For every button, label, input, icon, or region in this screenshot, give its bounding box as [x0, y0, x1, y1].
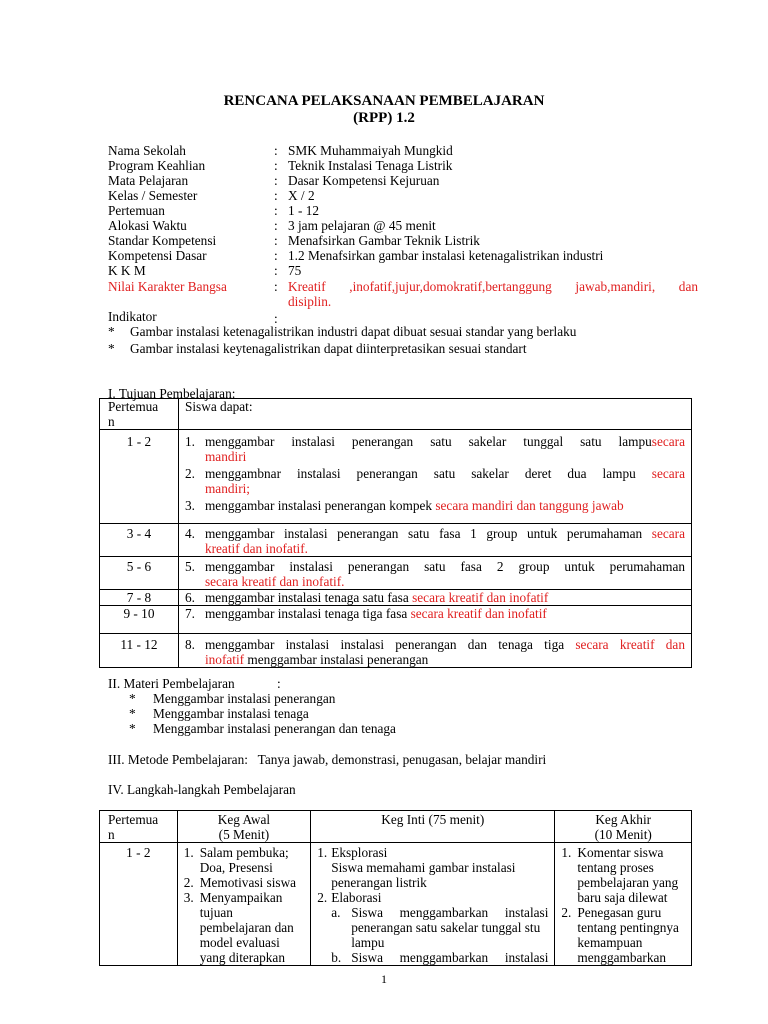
info-colon: :: [274, 158, 278, 173]
item-text: menggambnar instalasi penerangan satu sakelar deret dua lampu: [204, 466, 636, 481]
header-text: n: [108, 827, 115, 842]
list-item: [555, 905, 691, 965]
info-colon: :: [274, 188, 278, 203]
item-number: 4.: [184, 526, 195, 541]
section-tujuan-heading: I. Tujuan Pembelajaran:: [108, 386, 236, 401]
list-item: [129, 691, 629, 706]
info-colon: :: [274, 143, 278, 158]
item-number: 2.: [561, 905, 572, 920]
info-colon: :: [274, 311, 278, 326]
info-row: [108, 158, 698, 173]
materi-text: Menggambar instalasi penerangan dan tenaga: [153, 721, 396, 736]
header-text: (5 Menit): [218, 827, 270, 842]
nilai-value-line2: disiplin.: [288, 294, 332, 309]
section-langkah-heading: IV. Langkah-langkah Pembelajaran: [108, 782, 296, 797]
item-line: [205, 652, 685, 667]
item-text: Menyampaikan: [199, 890, 283, 905]
info-value: X / 2: [288, 188, 315, 203]
item-number: 2.: [184, 466, 195, 481]
item-number: 7.: [184, 606, 195, 621]
item-red-text: secara mandiri dan tanggung jawab: [435, 498, 624, 513]
item-text: penerangan satu sakelar tunggal stu lampu: [351, 920, 541, 950]
item-red-text: secara kreatif dan inofatif: [410, 606, 547, 621]
item-red-text: secara kreatif dan inofatif: [412, 590, 549, 605]
nilai-row: [108, 279, 698, 311]
goal-cell: [178, 606, 691, 634]
section-materi-colon: :: [277, 676, 281, 691]
header-text: n: [108, 414, 115, 429]
item-red-text: secara kreatif dan: [575, 637, 685, 652]
item-red-text: secara: [651, 466, 686, 481]
item-text: Memotivasi siswa: [199, 875, 297, 890]
list-item: [178, 845, 311, 875]
doc-subtitle: (RPP) 1.2: [353, 110, 415, 126]
item-text: menggambar instalasi instalasi penerangan dan tenaga tiga: [204, 637, 565, 652]
info-value: Dasar Kompetensi Kejuruan: [288, 173, 440, 188]
info-colon: :: [274, 233, 278, 248]
item-text: menggambar instalasi penerangan satu sakelar tunggal satu lampu: [204, 434, 652, 449]
item-line: [205, 590, 685, 605]
table-row: [100, 843, 692, 966]
item-text: menggambar instalasi penerangan kompek: [204, 498, 436, 513]
item-line: [205, 526, 685, 541]
pertemuan-cell: 1 - 2: [100, 430, 179, 524]
item-text: menggambar instalasi penerangan satu fasa 2 group untuk perumahaman: [204, 559, 685, 574]
indikator-text: Gambar instalasi keytenagalistrikan dapat diinterpretasikan sesuai standart: [130, 341, 527, 356]
info-row: [108, 233, 698, 248]
info-value: 75: [288, 263, 302, 278]
pertemuan-cell: 11 - 12: [100, 634, 179, 668]
item-text: tentang proses: [577, 860, 654, 875]
item-number: 2.: [317, 890, 328, 905]
pertemuan-cell: 9 - 10: [100, 606, 179, 634]
info-row: [108, 248, 698, 263]
info-row: [108, 218, 698, 233]
goal-cell: [178, 557, 691, 590]
info-row: [108, 173, 698, 188]
list-item: [311, 845, 548, 860]
keg-awal-cell: [177, 843, 311, 966]
list-item: [178, 890, 311, 965]
info-colon: :: [274, 248, 278, 263]
materi-text: Menggambar instalasi tenaga: [153, 706, 309, 721]
table-row: [100, 430, 692, 524]
indikator-row: [108, 309, 698, 324]
materi-list: [129, 691, 629, 736]
info-row: [108, 263, 698, 278]
keg-inti-cell: [311, 843, 555, 966]
item-number: 6.: [184, 590, 195, 605]
info-value: 1 - 12: [288, 203, 320, 218]
section-metode: III. Metode Pembelajaran: Tanya jawab, demonstrasi, penugasan, belajar mandiri: [108, 752, 547, 767]
materi-text: Menggambar instalasi penerangan: [153, 691, 336, 706]
item-text: Komentar siswa: [577, 845, 664, 860]
item-red-text: mandiri;: [204, 481, 251, 496]
item-text: pembelajaran dan: [199, 920, 294, 935]
indikator-item: [108, 324, 698, 339]
nilai-value-line1: Kreatif ,inofatif,jujur,domokratif,bertanggung jawab,mandiri, dan: [288, 279, 698, 294]
header-text: Keg Awal: [217, 812, 271, 827]
list-item: [179, 637, 685, 667]
list-item: [179, 498, 685, 513]
star-bullet: *: [108, 341, 115, 356]
header-text: Keg Inti (75 menit): [381, 812, 485, 827]
header-pertemuan: [100, 811, 178, 843]
item-text: yang diterapkan: [199, 950, 285, 965]
item-letter: a.: [331, 905, 341, 920]
info-row: [108, 203, 698, 218]
table-header-row: [100, 811, 692, 843]
info-value: Menafsirkan Gambar Teknik Listrik: [288, 233, 480, 248]
item-number: 1.: [317, 845, 328, 860]
item-text: Salam pembuka;: [199, 845, 289, 860]
item-line: [205, 434, 685, 449]
item-red-text: secara kreatif dan inofatif.: [204, 574, 345, 589]
goal-cell: [178, 634, 691, 668]
item-line: [205, 466, 685, 481]
item-text: tujuan: [199, 905, 233, 920]
table-row: [100, 606, 692, 634]
pertemuan-cell: 5 - 6: [100, 557, 179, 590]
list-item: [179, 526, 685, 556]
list-item: [179, 559, 685, 589]
item-number: 8.: [184, 637, 195, 652]
list-item: [179, 590, 685, 605]
item-line: [205, 637, 685, 652]
info-label: Kelas / Semester: [108, 188, 198, 203]
item-text: baru saja dilewat: [577, 890, 668, 905]
list-item: [129, 721, 629, 736]
langkah-table: [99, 810, 692, 966]
doc-title: RENCANA PELAKSANAAN PEMBELAJARAN: [223, 93, 545, 109]
item-text: pembelajaran yang: [577, 875, 679, 890]
table-row: [100, 524, 692, 557]
pertemuan-cell: 7 - 8: [100, 590, 179, 606]
info-label: Mata Pelajaran: [108, 173, 189, 188]
item-text: Siswa menggambarkan instalasi: [351, 950, 549, 965]
item-red-text: inofatif: [204, 652, 245, 667]
list-item: [555, 845, 691, 905]
table-row: [100, 557, 692, 590]
header-pertemuan: [100, 399, 179, 430]
list-item: [311, 890, 548, 905]
goal-cell: [178, 590, 691, 606]
star-bullet: *: [129, 706, 136, 721]
item-text: menggambar instalasi tenaga tiga fasa: [204, 606, 411, 621]
list-item: [129, 706, 629, 721]
indikator-label: Indikator: [108, 309, 157, 324]
item-number: 3.: [184, 498, 195, 513]
item-line: [205, 606, 685, 621]
info-colon: :: [274, 279, 278, 294]
info-row: [108, 188, 698, 203]
table-row: [100, 590, 692, 606]
info-label: K K M: [108, 263, 146, 278]
list-item: [179, 606, 685, 621]
item-text: Siswa memahami gambar instalasi penerangan listrik: [331, 860, 516, 890]
page-number: 1: [381, 972, 387, 986]
header-text: Pertemua: [108, 399, 159, 414]
star-bullet: *: [129, 691, 136, 706]
item-text: Elaborasi: [331, 890, 382, 905]
info-value: Teknik Instalasi Tenaga Listrik: [288, 158, 453, 173]
header-text: (10 Menit): [594, 827, 652, 842]
indikator-item: [108, 341, 698, 356]
pertemuan-cell: 1 - 2: [100, 843, 178, 966]
item-text: Eksplorasi: [331, 845, 388, 860]
list-item: [179, 434, 685, 464]
item-number: 3.: [183, 890, 194, 905]
item-text: model evaluasi: [199, 935, 280, 950]
table-row: [100, 634, 692, 668]
keg-akhir-cell: [555, 843, 692, 966]
header-keg-inti: [311, 811, 555, 843]
info-colon: :: [274, 203, 278, 218]
item-red-text: secara: [651, 434, 685, 449]
item-number: 1.: [183, 845, 194, 860]
info-label: Standar Kompetensi: [108, 233, 217, 248]
info-label: Pertemuan: [108, 203, 165, 218]
info-label: Kompetensi Dasar: [108, 248, 207, 263]
item-text: Doa, Presensi: [199, 860, 273, 875]
star-bullet: *: [129, 721, 136, 736]
tujuan-table: [99, 398, 692, 668]
info-label: Alokasi Waktu: [108, 218, 187, 233]
item-number: 5.: [184, 559, 195, 574]
info-label: Program Keahlian: [108, 158, 206, 173]
list-item: [311, 950, 548, 965]
pertemuan-cell: 3 - 4: [100, 524, 179, 557]
item-number: 1.: [184, 434, 195, 449]
info-colon: :: [274, 218, 278, 233]
table-header-row: [100, 399, 692, 430]
list-item: [179, 466, 685, 496]
goal-cell: [178, 524, 691, 557]
header-text: Keg Akhir: [595, 812, 652, 827]
item-text: menggambar instalasi penerangan: [244, 652, 429, 667]
item-text: menggambar instalasi tenaga satu fasa: [204, 590, 413, 605]
item-line: [205, 498, 685, 513]
header-text: Siswa dapat:: [184, 399, 253, 414]
nilai-label: Nilai Karakter Bangsa: [108, 279, 227, 294]
item-text: menggambar instalasi penerangan satu fasa 1 group untuk perumahaman: [204, 526, 643, 541]
item-red-text: kreatif dan inofatif.: [204, 541, 308, 556]
item-red-text: secara: [651, 526, 685, 541]
item-red-text: mandiri: [204, 449, 247, 464]
item-text: Siswa menggambarkan instalasi: [351, 905, 549, 920]
info-label: Nama Sekolah: [108, 143, 186, 158]
info-value: 1.2 Menafsirkan gambar instalasi ketenagalistrikan industri: [288, 248, 604, 263]
list-item: [311, 905, 548, 950]
item-text: tentang pentingnya: [577, 920, 679, 935]
star-bullet: *: [108, 324, 115, 339]
item-number: 1.: [561, 845, 572, 860]
header-keg-awal: [177, 811, 311, 843]
item-letter: b.: [331, 950, 342, 965]
info-value: 3 jam pelajaran @ 45 menit: [288, 218, 436, 233]
info-colon: :: [274, 173, 278, 188]
item-text: Penegasan guru: [577, 905, 662, 920]
info-value: SMK Muhammaiyah Mungkid: [288, 143, 453, 158]
indikator-text: Gambar instalasi ketenagalistrikan industri dapat dibuat sesuai standar yang berlaku: [130, 324, 577, 339]
section-materi-heading: II. Materi Pembelajaran: [108, 676, 235, 691]
header-keg-akhir: [555, 811, 692, 843]
list-item: [178, 875, 311, 890]
info-row: [108, 143, 698, 158]
header-text: Pertemua: [108, 812, 159, 827]
item-text: menggambarkan: [577, 950, 667, 965]
header-siswa: [178, 399, 691, 430]
info-colon: :: [274, 263, 278, 278]
goal-cell: [178, 430, 691, 524]
item-number: 2.: [183, 875, 194, 890]
item-text: kemampuan: [577, 935, 643, 950]
